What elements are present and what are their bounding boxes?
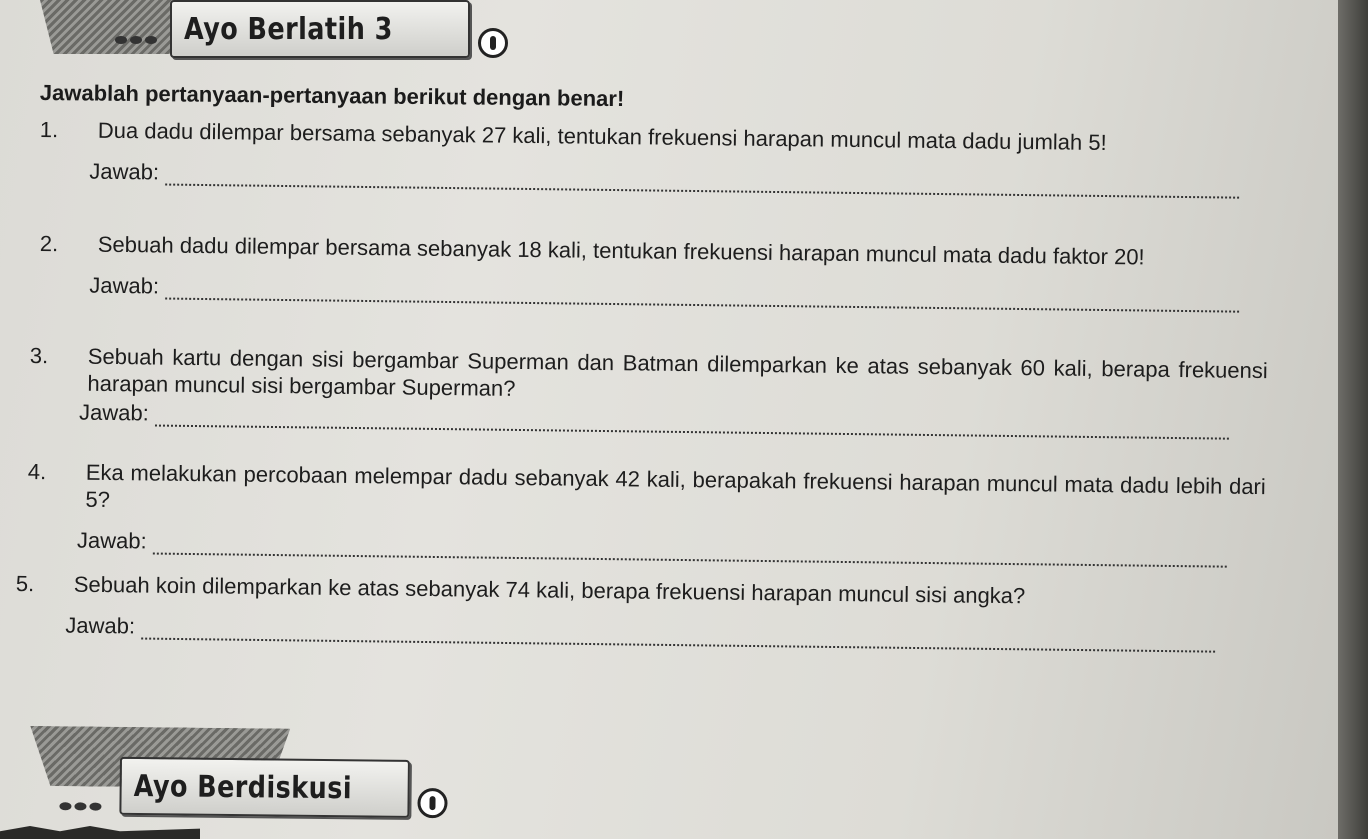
question-item xyxy=(29,342,1270,440)
answer-label: Jawab: xyxy=(89,158,160,185)
info-badge-icon xyxy=(417,788,447,818)
question-number: 2. xyxy=(39,230,59,257)
question-number: 5. xyxy=(15,570,35,597)
section-banner-discussion xyxy=(10,726,451,806)
answer-label: Jawab: xyxy=(89,272,160,299)
answer-row xyxy=(89,158,1239,199)
question-text: Sebuah kartu dengan sisi bergambar Superman dan Batman dilemparkan ke atas sebanyak 60 kali, berapa frekuensi harapan muncul sisi bergambar Superman? xyxy=(87,343,1268,401)
question-text: Eka melakukan percobaan melempar dadu sebanyak 42 kali, berapakah frekuensi harapan muncul mata dadu lebih dari 5? xyxy=(85,459,1266,513)
question-item xyxy=(15,570,1256,653)
section-title-discussion: Ayo Berdiskusi xyxy=(133,768,353,806)
banner-title-box xyxy=(119,757,410,818)
info-badge-icon xyxy=(478,28,508,58)
banner-dots-icon xyxy=(59,802,101,810)
answer-blank-line[interactable] xyxy=(153,539,1227,568)
answer-row xyxy=(77,527,1227,568)
answer-row xyxy=(89,272,1239,313)
book-spine-shadow xyxy=(1338,0,1368,839)
instructions-text: Jawablah pertanyaan-pertanyaan berikut dengan benar! xyxy=(39,80,625,112)
answer-blank-line[interactable] xyxy=(165,284,1239,313)
page-edge-decoration xyxy=(0,826,200,839)
answer-blank-line[interactable] xyxy=(141,624,1215,653)
question-text: Dua dadu dilempar bersama sebanyak 27 kali, tentukan frekuensi harapan muncul mata dadu jumlah 5! xyxy=(97,117,1107,156)
answer-label: Jawab: xyxy=(76,527,147,554)
question-text: Sebuah dadu dilempar bersama sebanyak 18 kali, tentukan frekuensi harapan muncul mata dadu faktor 20! xyxy=(97,231,1145,270)
banner-dots-icon xyxy=(115,36,157,44)
question-number: 4. xyxy=(27,458,47,485)
question-number: 1. xyxy=(39,116,59,143)
answer-label: Jawab: xyxy=(65,612,136,639)
question-item xyxy=(27,458,1268,568)
question-number: 3. xyxy=(29,342,49,369)
question-item xyxy=(39,116,1280,199)
section-banner-practice xyxy=(40,0,480,54)
answer-label: Jawab: xyxy=(78,399,150,426)
answer-blank-line[interactable] xyxy=(165,170,1239,199)
section-title-practice: Ayo Berlatih 3 xyxy=(184,11,393,47)
question-text: Sebuah koin dilemparkan ke atas sebanyak 74 kali, berapa frekuensi harapan muncul sisi angka? xyxy=(73,571,1026,609)
answer-blank-line[interactable] xyxy=(155,411,1229,440)
answer-row xyxy=(65,612,1215,653)
banner-title-box xyxy=(170,0,470,58)
question-item xyxy=(39,230,1280,313)
